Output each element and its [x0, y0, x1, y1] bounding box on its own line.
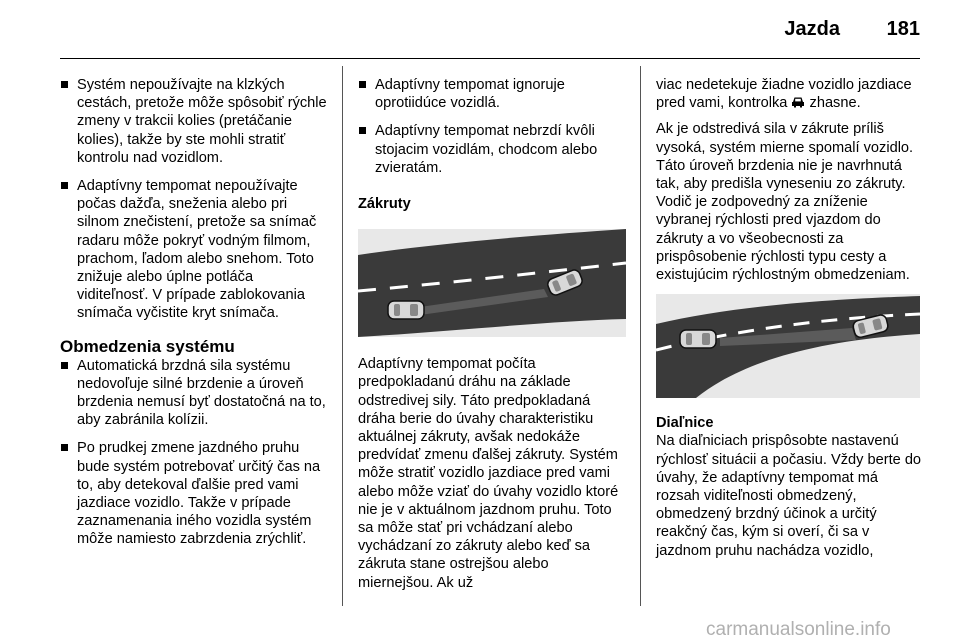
- header-rule: [60, 58, 920, 59]
- column-divider-1: [342, 66, 343, 606]
- bullet-icon: [61, 444, 68, 451]
- bullet-icon: [359, 127, 366, 134]
- list-item: Automatická brzdná sila systému nedovoľuje silné brzdenie a úroveň brzdenia nemusí byť dostatočná na to, aby zabránila kolízii.: [60, 357, 328, 430]
- curve-illustration: [358, 229, 626, 337]
- highway-illustration: [656, 294, 920, 398]
- list-item: Adaptívny tempomat nepoužívajte počas dažďa, sneženia alebo pri silnom znečistení, pretože sa snímač radaru môže pokryť vodným filmom, prachom, ľadom alebo snehom. Toto znižuje alebo úplne potláča viditeľnosť. V prípade zablokovania snímača vyčistite kryt snímača.: [60, 177, 328, 323]
- vehicle-ahead-icon: [791, 96, 805, 108]
- column-divider-2: [640, 66, 641, 606]
- column-2: [358, 76, 626, 600]
- bullet-icon: [61, 182, 68, 189]
- body-paragraph: viac nedetekuje žiadne vozidlo jazdiace pred vami, kontrolka zhasne.: [656, 77, 912, 112]
- column-1: [60, 76, 328, 559]
- body-paragraph: Na diaľniciach prispôsobte nastavenú rýchlosť situácii a počasiu. Vždy berte do úvahy, že adaptívny tempomat má rozsah viditeľnosti obmedzený, obmedzený brzdný účinok a určitý reakčný čas, kým si overí, či sa v jazdnom pruhu nachádza vozidlo,: [656, 433, 922, 559]
- list-item: Adaptívny tempomat nebrzdí kvôli stojacim vozidlám, chodcom alebo zvieratám.: [358, 122, 626, 177]
- bullet-icon: [61, 362, 68, 369]
- section-title: Jazda: [784, 18, 840, 40]
- column-3: [656, 76, 922, 568]
- section-heading: Diaľnice: [656, 415, 714, 432]
- page-header: [60, 18, 920, 48]
- bullet-icon: [359, 81, 366, 88]
- watermark: carmanualsonline.info: [706, 619, 891, 640]
- bullet-icon: [61, 81, 68, 88]
- list-item: Adaptívny tempomat ignoruje oprotiidúce vozidlá.: [358, 76, 626, 112]
- page-number: 181: [886, 18, 920, 40]
- section-heading: Obmedzenia systému: [60, 336, 235, 356]
- body-paragraph: Ak je odstredivá sila v zákrute príliš vysoká, systém mierne spomalí vozidlo. Táto úroveň brzdenia nie je navrhnutá tak, aby predišla vyneseniu zo zákruty. Vodič je zodpovedný za zníženie vybranej rýchlosti pred vjazdom do zákruty a vo všeobecnosti za prispôsobenie rýchlosti typu cesty a existujúcim rýchlostným obmedzeniam.: [656, 121, 914, 284]
- list-item: Systém nepoužívajte na klzkých cestách, pretože môže spôsobiť rýchle zmeny v trakcii kolies (pretáčanie kolies), takže by ste mohli stratiť kontrolu nad vozidlom.: [60, 76, 328, 167]
- list-item: Po prudkej zmene jazdného pruhu bude systém potrebovať určitý čas na to, aby detekoval ďalšie pred vami jazdiace vozidlo. Takže v prípade zaznamenania iného vozidla systém môže namiesto zabrzdenia zrýchliť.: [60, 439, 328, 548]
- section-heading: Zákruty: [358, 196, 411, 213]
- body-paragraph: Adaptívny tempomat počíta predpokladanú dráhu na základe odstredivej sily. Táto predpokladaná dráha berie do úvahy charakteristiku aktuálnej zákruty, avšak nedokáže predvídať zmenu ďalšej zákruty. Systém môže stratiť vozidlo jazdiace pred vami alebo môže vziať do úvahy vozidlo ktoré nie je v aktuálnom jazdnom pruhu. Toto sa môže stať pri vchádzaní alebo vychádzaní zo zákruty alebo keď sa zákruta stane ostrejšou alebo miernejšou. Ak už: [358, 356, 619, 591]
